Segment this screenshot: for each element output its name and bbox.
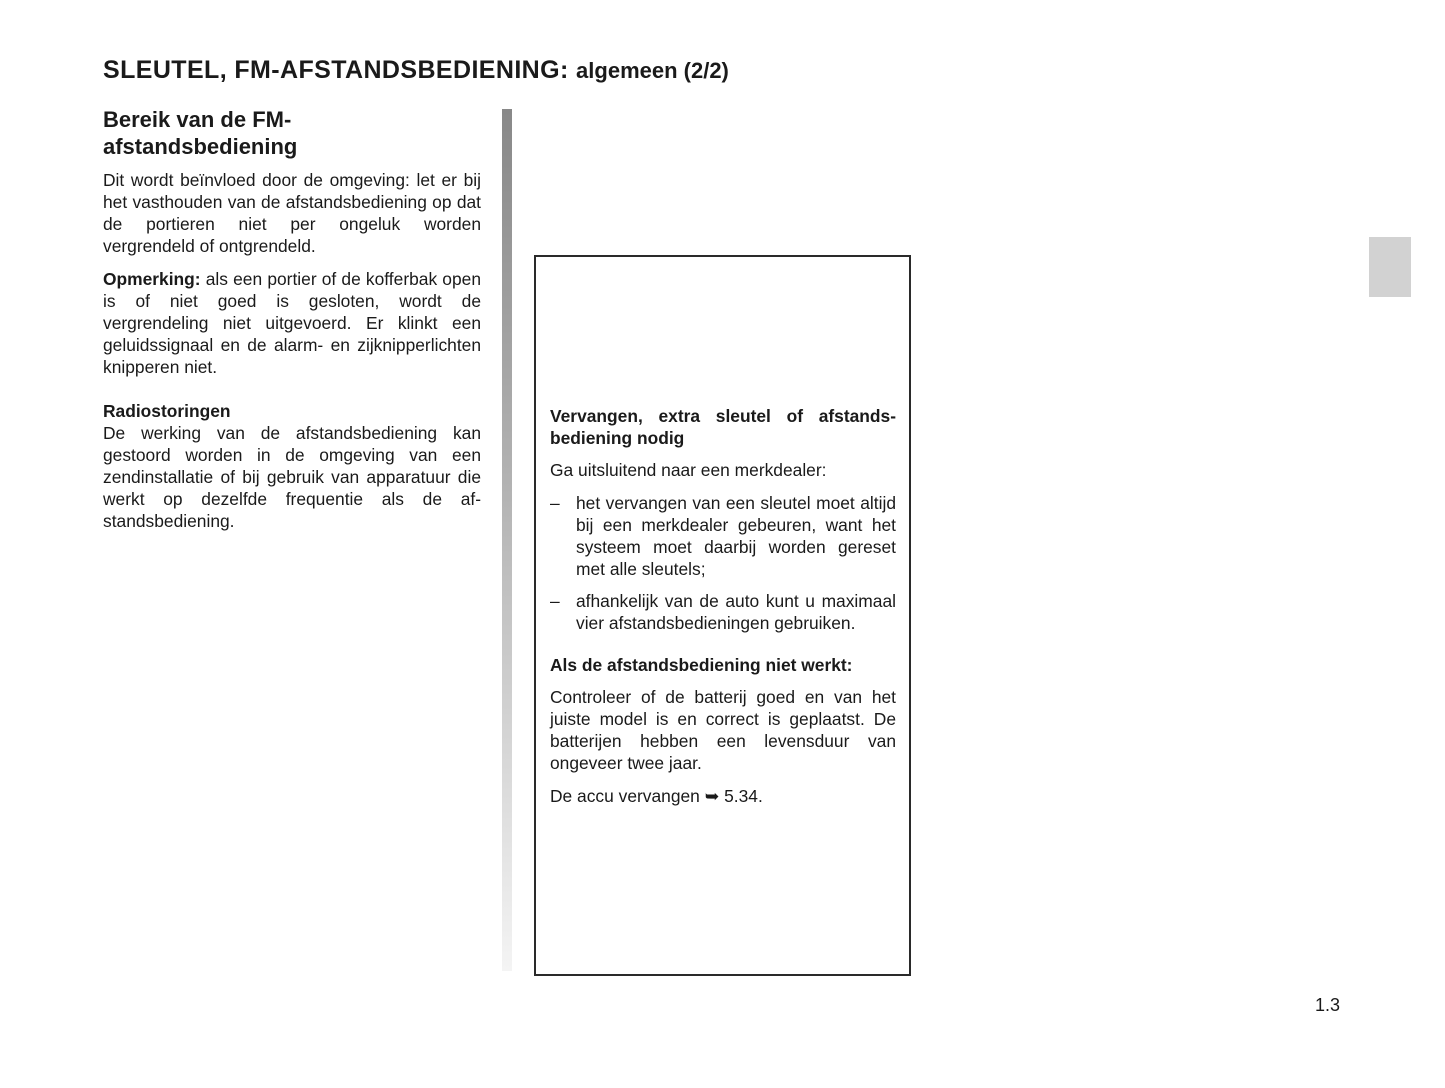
accu-text: De accu vervangen [550,786,700,806]
page-number: 1.3 [1315,995,1341,1015]
list-item [550,492,896,580]
list-item-text: het vervangen van een sleutel moet altijd bij een merkdealer gebeuren, want het systeem moet daarbij worden gereset met alle sleutels; [576,493,896,579]
note-text: als een portier of de kofferbak open is of niet goed is gesloten, wordt de vergrendeling niet uitgevoerd. Er klinkt een geluidssignaal en de alarm- en zijknipperlichten knipperen niet. [103,269,481,377]
chapter-tab-marker [1369,237,1411,297]
title-main: SLEUTEL, FM-AFSTANDSBEDIENING: [103,56,569,84]
radio-heading: Radiostoringen [103,401,231,421]
column-divider-bar [502,109,512,971]
info-box [534,255,911,976]
list-item-text: afhankelijk van de auto kunt u maximaal vier afstandsbedieningen gebruiken. [576,591,896,633]
accu-page-ref: 5.34. [719,786,763,806]
range-paragraph: Dit wordt beïnvloed door de omgeving: let er bij het vasthouden van de afstandsbediening op dat de portieren niet per ongeluk worden vergrendeld of ontgrendeld. [103,170,481,256]
title-sub: algemeen (2/2) [576,58,729,83]
box-heading-replace: Vervangen, extra sleutel of afstandsbediening nodig [550,406,896,448]
list-item [550,590,896,634]
heading-line-1: Bereik van de FM- [103,107,292,132]
note-label: Opmerking: [103,269,201,289]
accu-reference [550,785,896,807]
section-heading-range [103,106,481,160]
heading-line-2: afstandsbediening [103,134,298,159]
arrow-right-icon: ➥ [704,786,720,806]
note-paragraph [103,268,481,378]
info-box-content [550,405,896,818]
radio-paragraph: De werking van de afstandsbediening kan gestoord worden in de omgeving van een zendinstallatie of bij gebruik van apparatuur die werkt op dezelfde frequentie als de afstandsbediening. [103,423,481,531]
box-intro: Ga uitsluitend naar een merkdealer: [550,460,827,480]
dash-bullet: – [550,493,560,513]
left-column [103,106,481,543]
dash-bullet: – [550,591,560,611]
page-title [103,56,729,85]
battery-paragraph: Controleer of de batterij goed en van het juiste model is en correct is geplaatst. De batterijen hebben een levensduur van ongeveer twee jaar. [550,687,896,773]
box-list [550,492,896,634]
box-heading-not-working: Als de afstandsbediening niet werkt: [550,655,853,675]
